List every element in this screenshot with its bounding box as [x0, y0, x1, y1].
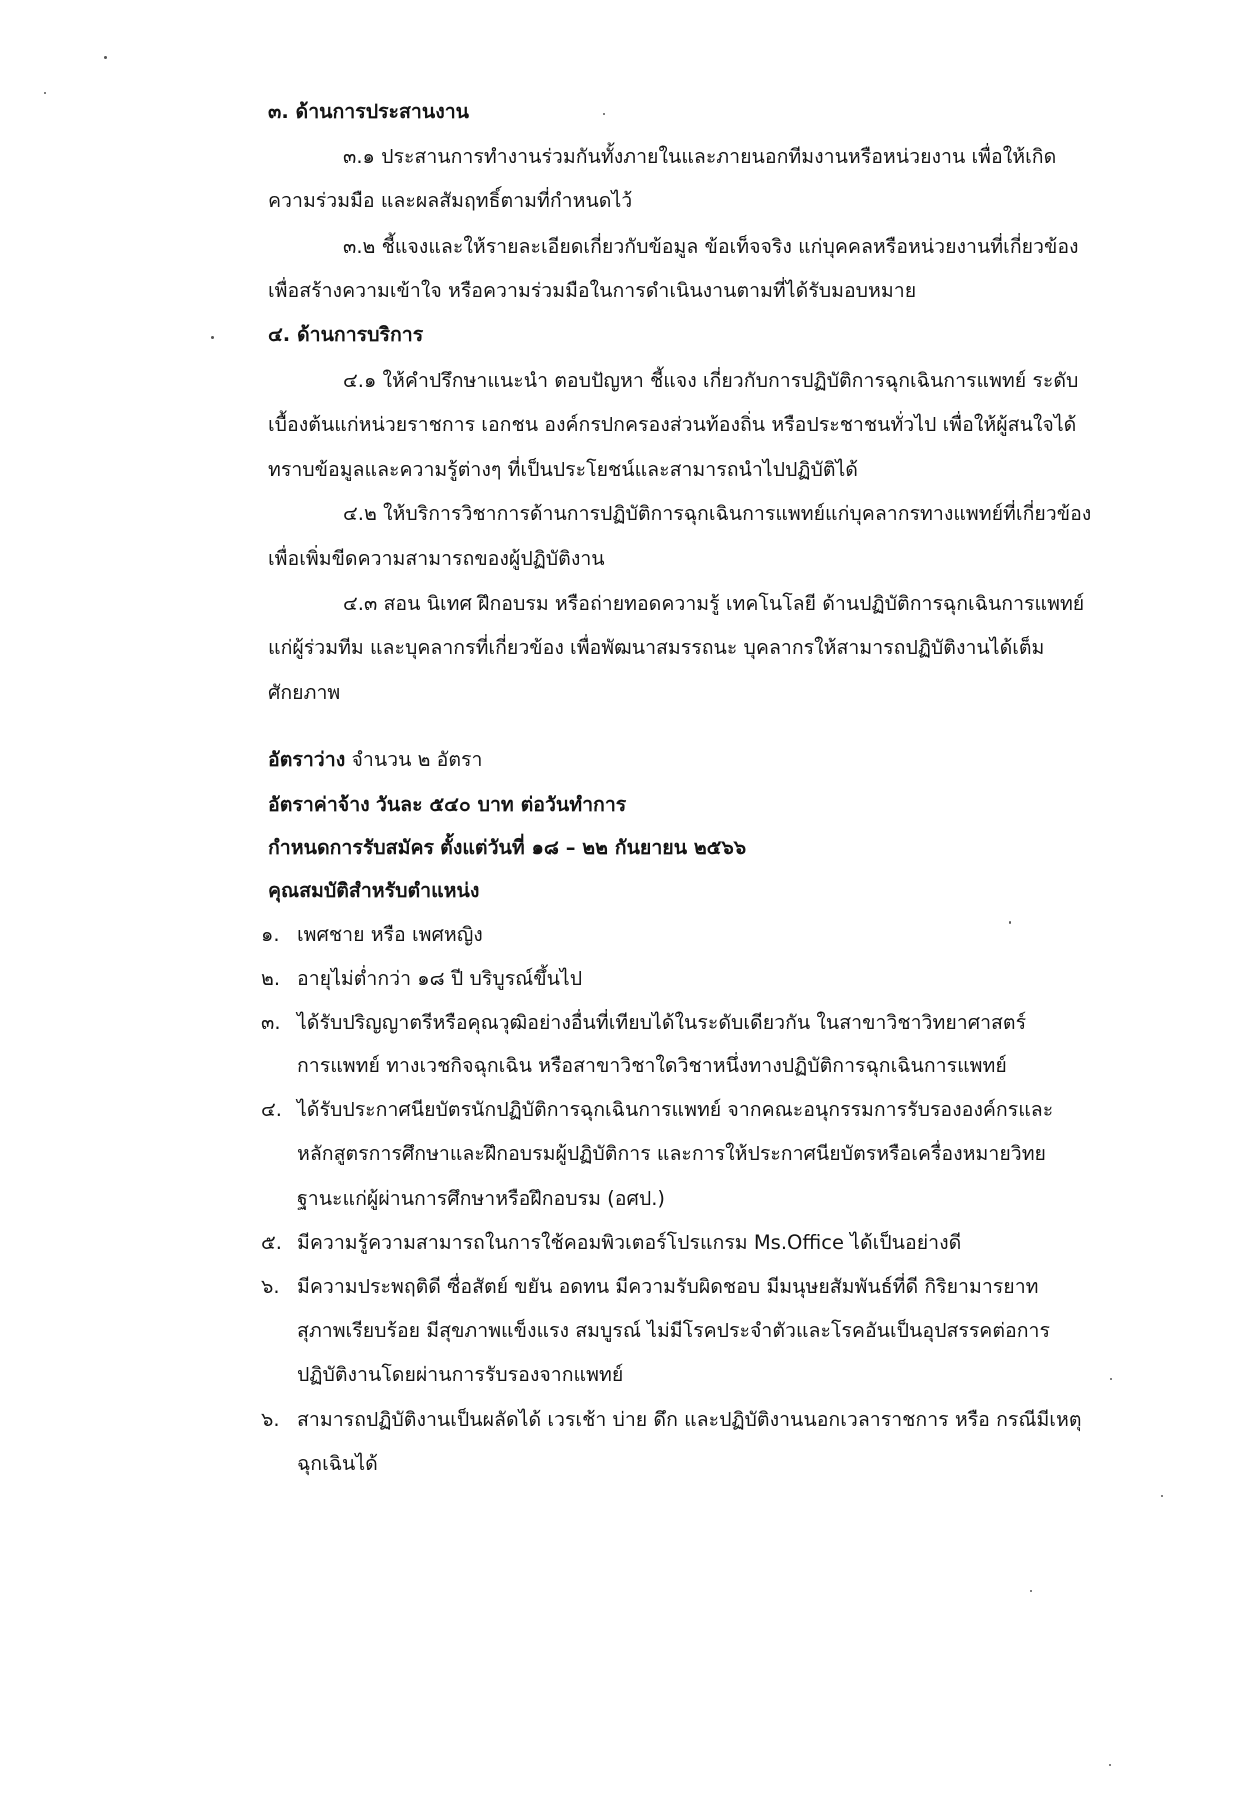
qualification-5-line-1: มีความรู้ความสามารถในการใช้คอมพิวเตอร์โปรแกรม Ms.Office ได้เป็นอย่างดี [297, 1231, 962, 1254]
scan-speck [1161, 1495, 1163, 1497]
vacancy-label: อัตราว่าง [268, 748, 346, 771]
section-3-2-line-2: เพื่อสร้างความเข้าใจ หรือความร่วมมือในการดำเนินงานตามที่ได้รับมอบหมาย [268, 279, 917, 302]
scan-speck [1109, 1764, 1111, 1766]
wage-value: วันละ ๕๔๐ บาท ต่อวันทำการ [375, 793, 627, 816]
qualification-3-line-2: การแพทย์ ทางเวชกิจฉุกเฉิน หรือสาขาวิชาใดวิชาหนึ่งทางปฏิบัติการฉุกเฉินการแพทย์ [297, 1054, 1007, 1077]
qualification-4-line-1: ได้รับประกาศนียบัตรนักปฏิบัติการฉุกเฉินการแพทย์ จากคณะอนุกรรมการรับรององค์กรและ [297, 1098, 1054, 1121]
qualification-2-number: ๒. [261, 967, 281, 990]
section-4-3-line-1: ๔.๓ สอน นิเทศ ฝึกอบรม หรือถ่ายทอดความรู้ เทคโนโลยี ด้านปฏิบัติการฉุกเฉินการแพทย์ [343, 592, 1085, 615]
qualification-4-number: ๔. [261, 1098, 282, 1121]
scan-speck [44, 92, 46, 94]
scan-speck [1110, 1378, 1112, 1380]
qualification-7-line-2: ฉุกเฉินได้ [297, 1452, 378, 1475]
section-4-1-line-3: ทราบข้อมูลและความรู้ต่างๆ ที่เป็นประโยชน์และสามารถนำไปปฏิบัติได้ [268, 458, 858, 481]
section-4-heading: ๔. ด้านการบริการ [268, 323, 424, 346]
qualifications-heading: คุณสมบัติสำหรับตำแหน่ง [268, 879, 480, 902]
section-4-1-line-2: เบื้องต้นแก่หน่วยราชการ เอกชน องค์กรปกครองส่วนท้องถิ่น หรือประชาชนทั่วไป เพื่อให้ผู้สนใจได้ [268, 413, 1077, 436]
apply-period-value: ตั้งแต่วันที่ ๑๘ – ๒๒ กันยายน ๒๕๖๖ [440, 836, 747, 859]
scan-speck [1009, 921, 1011, 924]
qualification-1-number: ๑. [261, 923, 280, 946]
qualification-7-line-1: สามารถปฏิบัติงานเป็นผลัดได้ เวรเช้า บ่าย ดึก และปฏิบัติงานนอกเวลาราชการ หรือ กรณีมีเหตุ [297, 1408, 1082, 1431]
wage-label: อัตราค่าจ้าง [268, 793, 370, 816]
qualification-3-number: ๓. [261, 1011, 281, 1034]
qualification-6-number: ๖. [261, 1275, 280, 1298]
section-4-1-line-1: ๔.๑ ให้คำปรึกษาแนะนำ ตอบปัญหา ชี้แจง เกี่ยวกับการปฏิบัติการฉุกเฉินการแพทย์ ระดับ [343, 369, 1079, 392]
scan-speck [104, 56, 107, 59]
section-4-3-line-3: ศักยภาพ [268, 681, 341, 704]
vacancy-line [268, 743, 482, 777]
qualification-2-line-1: อายุไม่ต่ำกว่า ๑๘ ปี บริบูรณ์ขึ้นไป [297, 967, 583, 990]
section-4-3-line-2: แก่ผู้ร่วมทีม และบุคลากรที่เกี่ยวข้อง เพื่อพัฒนาสมรรถนะ บุคลากรให้สามารถปฏิบัติงานได้เต็ม [268, 636, 1045, 659]
qualification-4-line-3: ฐานะแก่ผู้ผ่านการศึกษาหรือฝึกอบรม (อศป.) [297, 1187, 666, 1210]
qualification-4-line-2: หลักสูตรการศึกษาและฝึกอบรมผู้ปฏิบัติการ และการให้ประกาศนียบัตรหรือเครื่องหมายวิทย [297, 1142, 1046, 1165]
section-3-2-line-1: ๓.๒ ชี้แจงและให้รายละเอียดเกี่ยวกับข้อมูล ข้อเท็จจริง แก่บุคคลหรือหน่วยงานที่เกี่ยวข้อง [343, 235, 1079, 258]
qualification-6-line-3: ปฏิบัติงานโดยผ่านการรับรองจากแพทย์ [297, 1363, 624, 1386]
qualification-3-line-1: ได้รับปริญญาตรีหรือคุณวุฒิอย่างอื่นที่เทียบได้ในระดับเดียวกัน ในสาขาวิชาวิทยาศาสตร์ [297, 1011, 1027, 1034]
qualification-6-line-2: สุภาพเรียบร้อย มีสุขภาพแข็งแรง สมบูรณ์ ไม่มีโรคประจำตัวและโรคอันเป็นอุปสรรคต่อการ [297, 1319, 1050, 1342]
scan-speck [1030, 1590, 1032, 1592]
section-4-2-line-1: ๔.๒ ให้บริการวิชาการด้านการปฏิบัติการฉุกเฉินการแพทย์แก่บุคลากรทางแพทย์ที่เกี่ยวข้อง [343, 502, 1092, 525]
scan-speck [603, 113, 605, 115]
qualification-1-line-1: เพศชาย หรือ เพศหญิง [297, 923, 483, 946]
qualification-6-line-1: มีความประพฤติดี ซื่อสัตย์ ขยัน อดทน มีความรับผิดชอบ มีมนุษยสัมพันธ์ที่ดี กิริยามารยาท [297, 1275, 1039, 1298]
scan-speck [211, 336, 214, 339]
qualification-7-number: ๖. [261, 1408, 280, 1431]
wage-line [268, 788, 626, 822]
qualification-5-number: ๕. [261, 1231, 282, 1254]
section-3-heading: ๓. ด้านการประสานงาน [268, 100, 470, 123]
section-3-1-line-2: ความร่วมมือ และผลสัมฤทธิ์ตามที่กำหนดไว้ [268, 189, 633, 212]
section-4-2-line-2: เพื่อเพิ่มขีดความสามารถของผู้ปฏิบัติงาน [268, 547, 605, 570]
apply-period-line [268, 831, 746, 865]
vacancy-value: จำนวน ๒ อัตรา [351, 748, 483, 771]
section-3-1-line-1: ๓.๑ ประสานการทำงานร่วมกันทั้งภายในและภายนอกทีมงานหรือหน่วยงาน เพื่อให้เกิด [343, 145, 1057, 168]
apply-period-label: กำหนดการรับสมัคร [268, 836, 434, 859]
